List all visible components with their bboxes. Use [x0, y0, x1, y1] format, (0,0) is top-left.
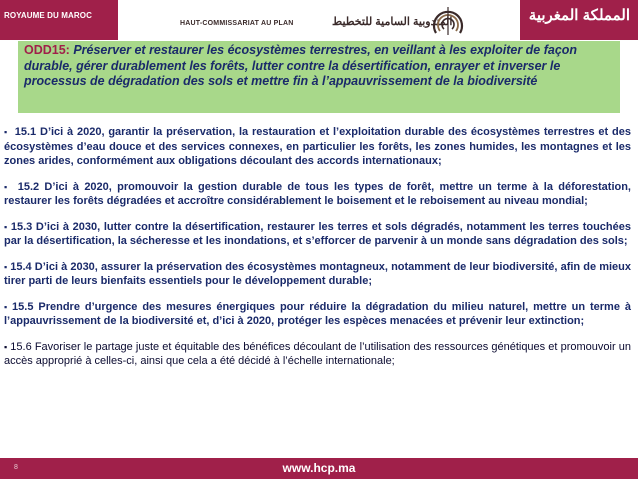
goal-code: ODD15: — [24, 43, 70, 57]
target-item — [4, 300, 631, 329]
target-item — [4, 260, 631, 289]
hcp-logo-icon — [430, 3, 466, 39]
target-text: 15.3 D’ici à 2030, lutter contre la désertification, restaurer les terres et sols dégradés, notamment les terres touchées par la désertification, la sécheresse et les inondations, et s’efforcer de parvenir à un monde sans dégradation des sols; — [4, 220, 631, 247]
target-item — [4, 220, 631, 249]
goal-title — [24, 43, 614, 90]
bullet-icon: ▪ — [4, 341, 8, 352]
target-text: 15.6 Favoriser le partage juste et équitable des bénéfices découlant de l’utilisation des ressources génétiques et promouvoir un accès approprié à celles-ci, ainsi que cela a été décidé à l’échelle internationale; — [4, 340, 631, 367]
bullet-icon: ▪ — [4, 181, 10, 192]
target-text: 15.5 Prendre d’urgence des mesures énergiques pour réduire la dégradation du milieu naturel, mettre un terme à l’appauvrissement de la biodiversité et, d’ici à 2020, protéger les espèces menacées et prévenir leur extinction; — [4, 300, 631, 327]
bullet-icon: ▪ — [4, 221, 8, 232]
header-right-band — [520, 0, 638, 40]
country-label-fr: ROYAUME DU MAROC — [4, 11, 92, 20]
target-item — [4, 340, 631, 369]
bullet-icon: ▪ — [4, 301, 10, 312]
goal-title-text: Préserver et restaurer les écosystèmes terrestres, en veillant à les exploiter de façon durable, gérer durablement les forêts, lutter contre la désertification, enrayer et inverser le processus de dégradation des sols et mettre fin à l’appauvrissement de la biodiversité — [24, 43, 578, 88]
bullet-icon: ▪ — [4, 127, 8, 137]
footer — [0, 458, 638, 479]
country-label-ar: المملكة المغربية — [528, 7, 630, 24]
org-name-ar: المندوبية السامية للتخطيط — [332, 16, 453, 28]
org-name-fr: HAUT-COMMISSARIAT AU PLAN — [180, 20, 294, 27]
page-number: 8 — [14, 464, 18, 471]
target-text: 15.1 D’ici à 2020, garantir la préservation, la restauration et l’exploitation durable des écosystèmes terrestres et des écosystèmes d’eau douce et des services connexes, en particulier les forêts, les zones humides, les montagnes et les zones arides, conformément aux obligations découlant des accords internationaux; — [4, 126, 631, 167]
target-item — [4, 125, 631, 169]
targets-list — [4, 125, 631, 369]
goal-title-box — [18, 41, 620, 113]
header-left-band — [0, 0, 118, 40]
target-text: 15.2 D’ici à 2020, promouvoir la gestion durable de tous les types de forêt, mettre un terme à la déforestation, restaurer les forêts dégradées et accroître considérablement le boisement et le reboisement au niveau mondial; — [4, 180, 631, 207]
bullet-icon: ▪ — [4, 261, 8, 272]
header — [0, 0, 638, 40]
website-link[interactable]: www.hcp.ma — [282, 461, 356, 475]
target-text: 15.4 D’ici à 2030, assurer la préservation des écosystèmes montagneux, notamment de leur biodiversité, afin de mieux tirer parti de leurs bienfaits essentiels pour le développement durable; — [4, 260, 631, 287]
target-item — [4, 180, 631, 209]
